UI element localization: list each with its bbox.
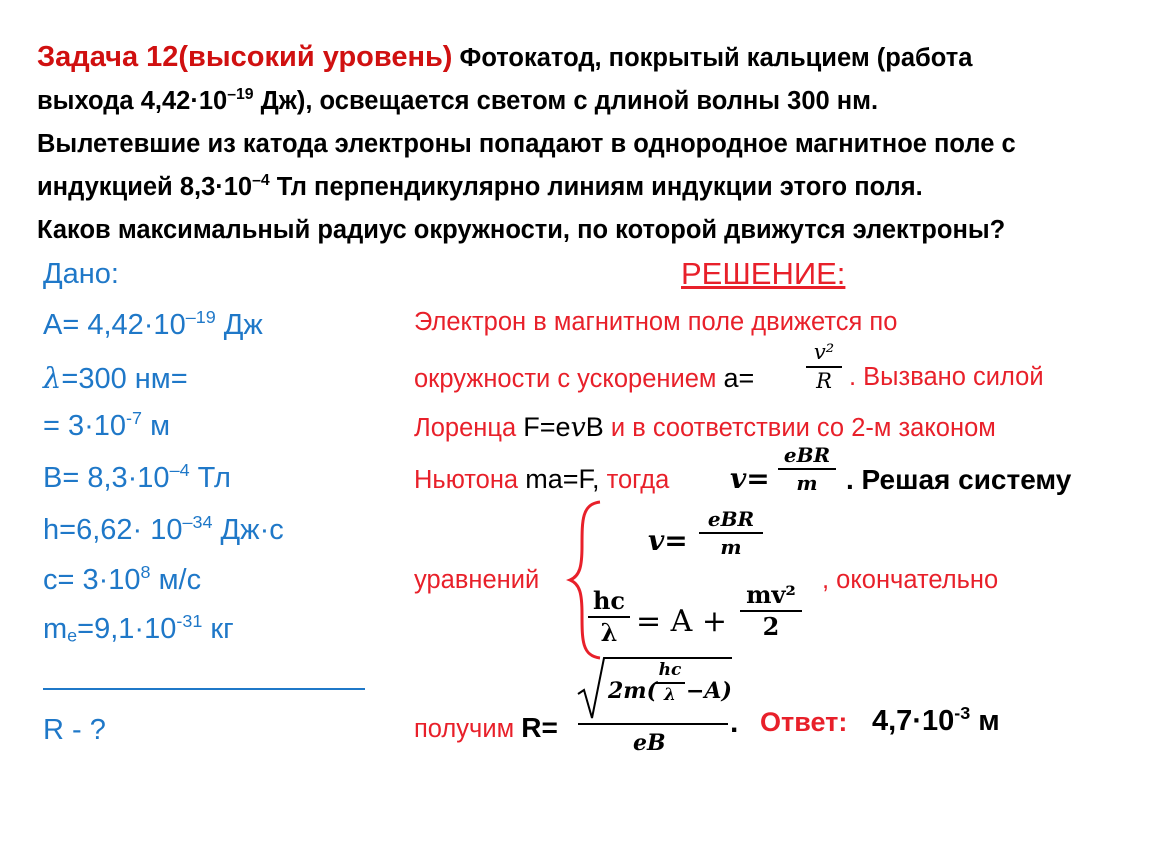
solution-heading: РЕШЕНИЕ: — [681, 256, 846, 291]
system-velocity: v= — [648, 524, 688, 557]
solution-line-4-rest: . Решая систему — [846, 464, 1072, 495]
given-work-function: $A= 4,42\cdot 10^{-19}$ Дж — [43, 306, 263, 341]
root-expression-b: −A) — [686, 678, 732, 704]
given-induction: $B= 8,3\cdot 10^{-4}$ Тл — [43, 459, 231, 494]
solution-line-5-rest: , окончательно — [822, 566, 999, 594]
velocity-formula: v= — [730, 462, 770, 495]
solution-line-3: Лоренца F=evB и в соответствии со 2-м законом — [414, 412, 996, 443]
velocity-fraction: eBR m — [778, 444, 836, 494]
system-velocity-fraction: eBR m — [699, 508, 763, 558]
root-hc-fraction: hc λ — [655, 661, 685, 704]
formula-end-dot: . — [730, 706, 739, 739]
system-energy-equals: = A + — [636, 604, 728, 639]
solution-line-2: окружности с ускорением a= — [414, 363, 755, 393]
system-energy-hc-fraction: hc λ — [588, 588, 630, 647]
solution-line-1: Электрон в магнитном поле движется по — [414, 308, 898, 336]
problem-line-2: выхода $4,42\cdot 10^{-19}$ Дж), освещается светом с длиной волны 300 нм. — [37, 86, 879, 115]
given-wavelength-si: = $3\cdot 10^{-7}$ м — [43, 407, 171, 442]
solution-line-6: получим R= — [414, 712, 558, 743]
problem-statement — [37, 36, 1127, 252]
given-electron-mass: $m_e=9,1\cdot 10^{-31}$ кг — [43, 610, 234, 646]
root-expression-a: 2m( — [608, 678, 657, 704]
solution-line-2-rest: . Вызвано силой — [849, 363, 1044, 391]
system-energy-kinetic-fraction: mv² 2 — [740, 582, 802, 641]
problem-line-1: Задача 12(высокий уровень) Фотокатод, покрытый кальцием (работа — [37, 41, 973, 73]
given-light-speed: $c= 3\cdot 10^8$ м/с — [43, 561, 202, 596]
solution-line-5: уравнений — [414, 566, 540, 594]
acceleration-fraction: v² R — [806, 341, 842, 393]
solution-line-4: Ньютона ma=F, тогда — [414, 464, 670, 494]
answer-label: Ответ: — [760, 707, 848, 737]
given-wavelength: λ=300 нм= — [43, 361, 188, 395]
given-find: R - ? — [43, 714, 106, 746]
given-planck: $h=6,62\cdot 10^{-34}$ Дж·с — [43, 511, 284, 546]
problem-line-4: индукцией $8,3\cdot 10^{-4}$ Тл перпендикулярно линиям индукции этого поля. — [37, 172, 923, 201]
given-heading: Дано: — [43, 258, 119, 290]
task-title: Задача 12(высокий уровень) — [37, 41, 453, 73]
answer-value: $4,7\cdot 10^{-3}$ м — [872, 702, 1000, 737]
problem-line-5: Каков максимальный радиус окружности, по которой движутся электроны? — [37, 216, 1006, 244]
radius-denominator: eB — [633, 730, 666, 756]
problem-line-3: Вылетевшие из катода электроны попадают в однородное магнитное поле с — [37, 130, 1016, 158]
given-divider — [43, 688, 365, 690]
